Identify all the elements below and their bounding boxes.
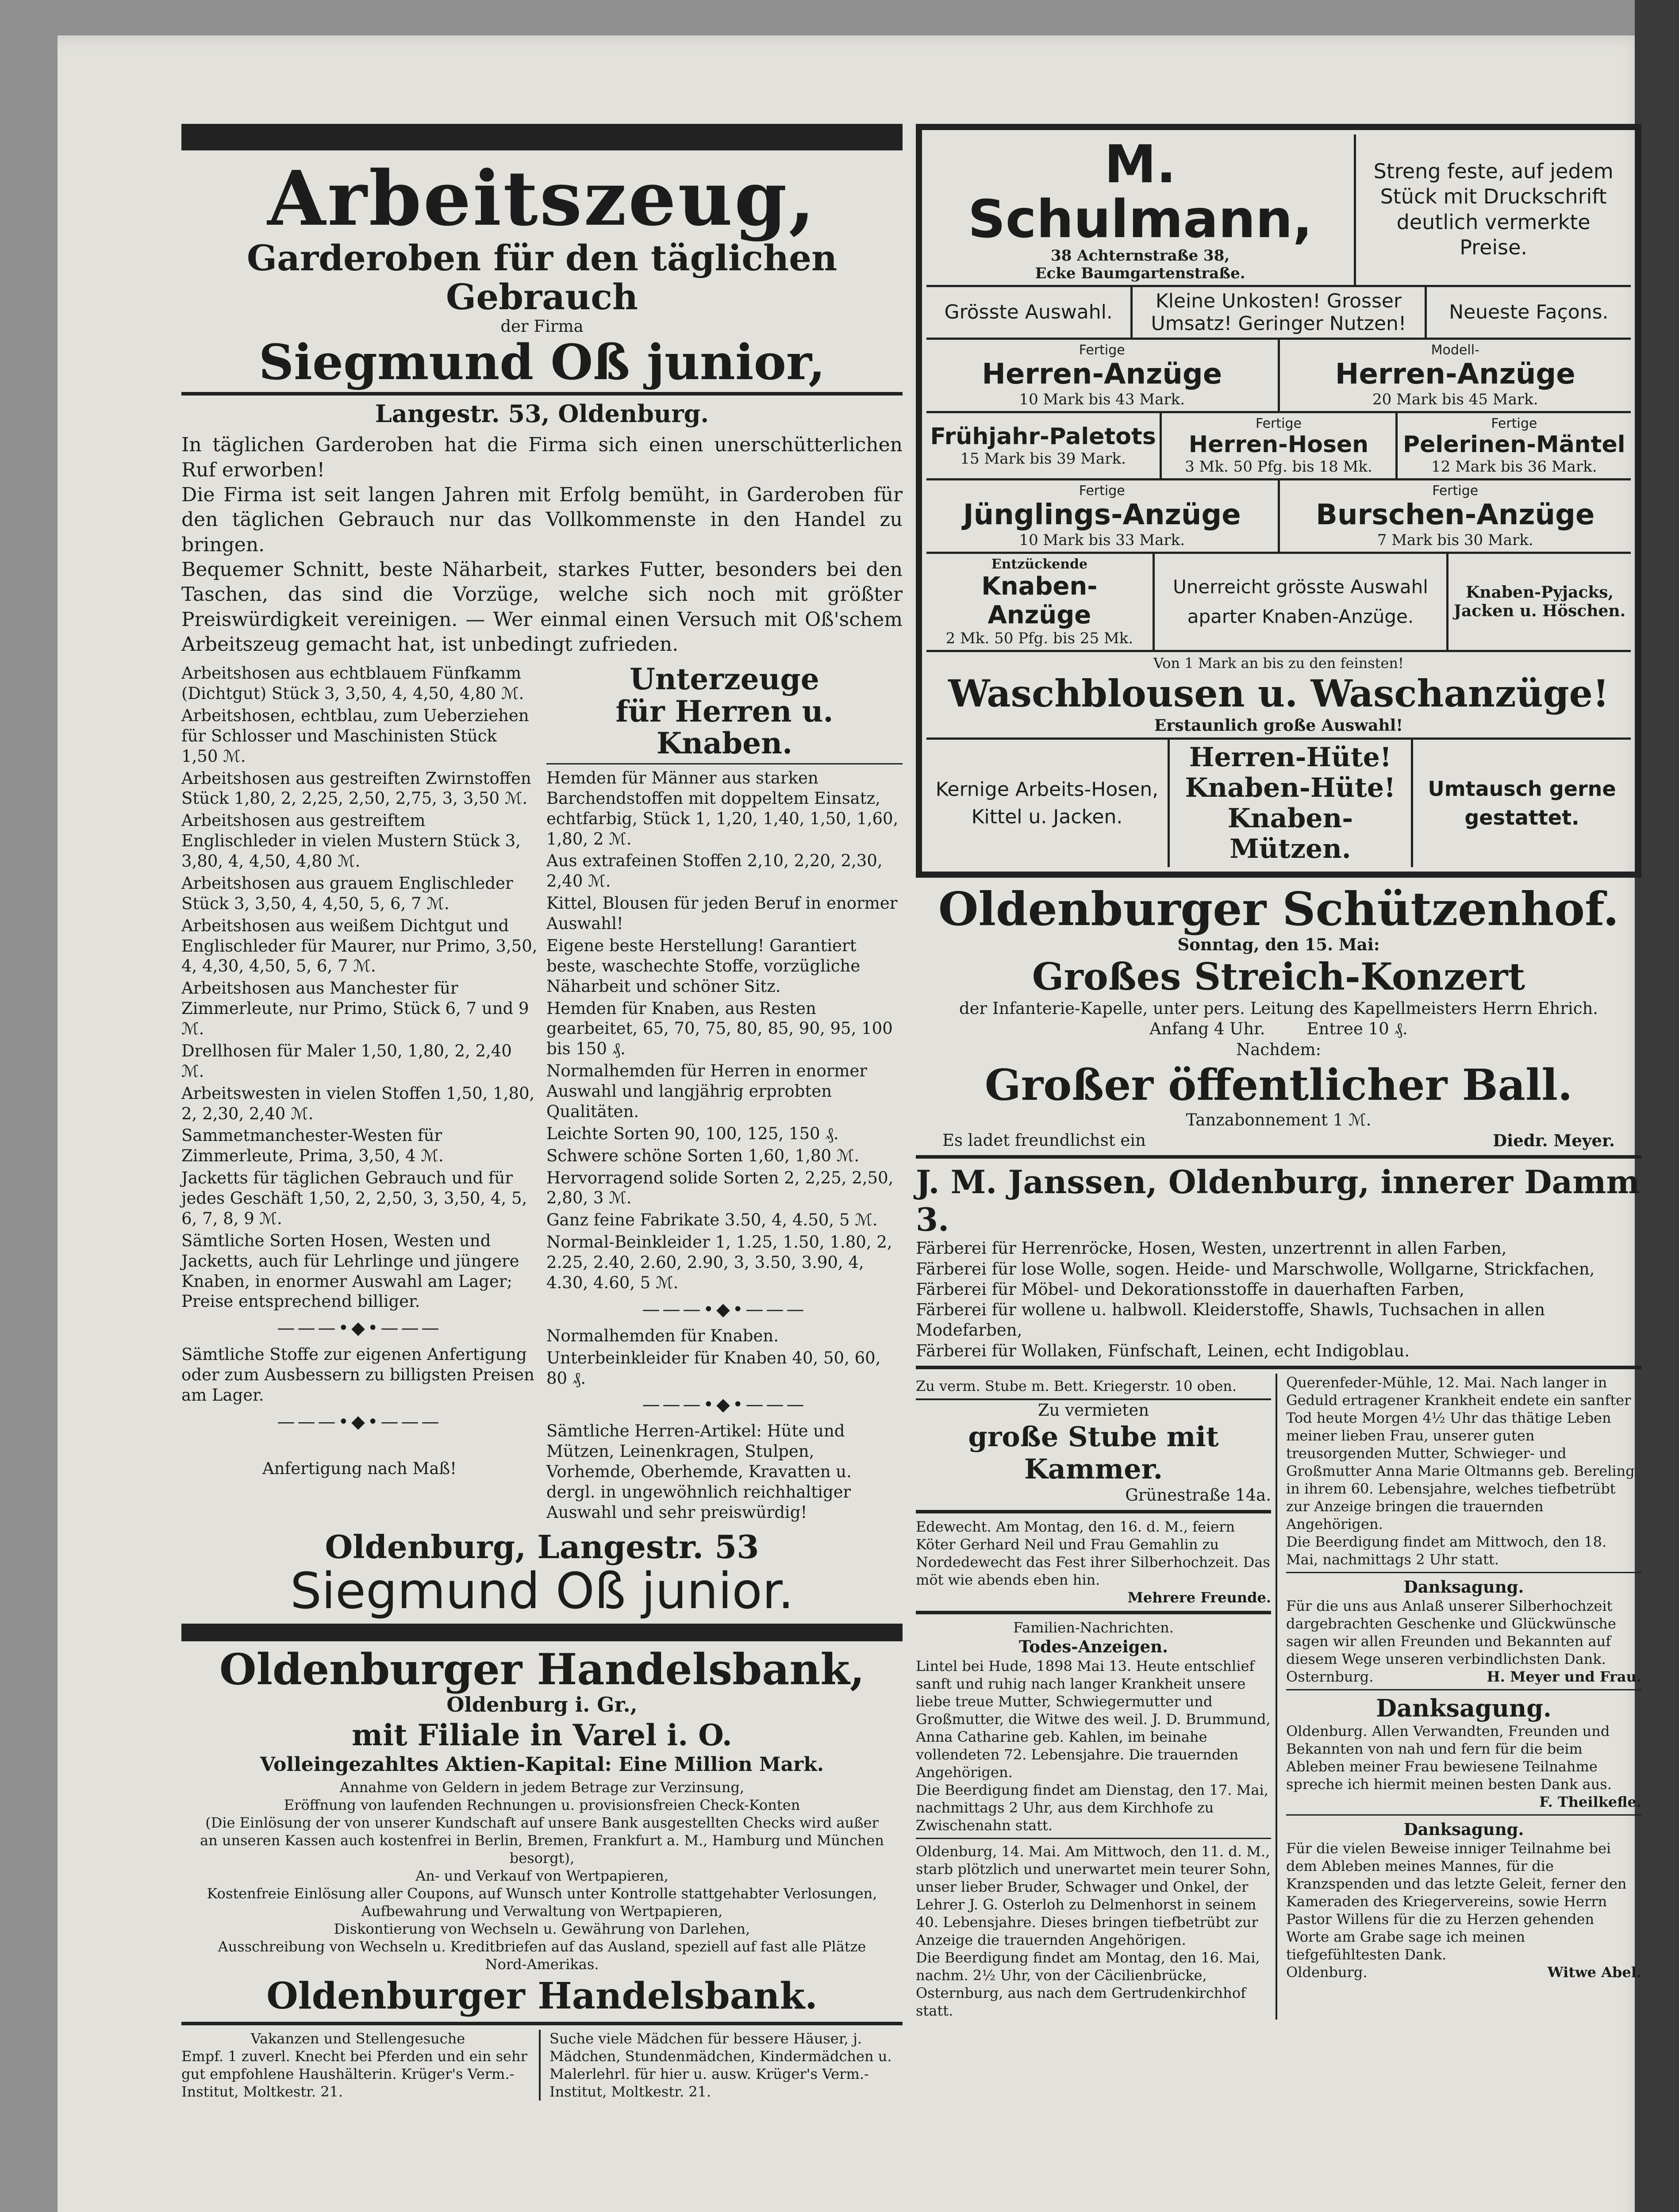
cell-caption: Fertige: [1255, 415, 1302, 431]
stoffe-note: Sämtliche Stoffe zur eigenen Anfertigung oder zum Ausbessern zu billigsten Preisen am Lager.: [181, 1345, 534, 1405]
small-ads-right: [1286, 1374, 1641, 2020]
list-item: Arbeitswesten in vielen Stoffen 1,50, 1,80, 2, 2,30, 2,40 ℳ.: [181, 1083, 535, 1123]
cell-price: 15 Mark bis 39 Mark.: [960, 450, 1126, 468]
schulmann-cell: [1398, 413, 1631, 478]
bank-service: Eröffnung von laufenden Rechnungen u. provisionsfreien Check-Konten: [284, 1796, 800, 1813]
janssen-title: J. M. Janssen, Oldenburg, innerer Damm 3.: [916, 1163, 1640, 1239]
schulmann-cell: [926, 740, 1170, 867]
cell-name: Pelerinen-Mäntel: [1403, 431, 1625, 458]
schulmann-cell: [1413, 740, 1631, 867]
intro-p3: Bequemer Schnitt, beste Näharbeit, starkes Futter, besonders bei den Taschen, das sind die Vorzüge, welche sich noch mit größter Preiswürdigkeit vereinigen. — Wer einmal einen Versuch mit Oß'schem Arbeitszeug gemacht hat, ist unbedingt zufrieden.: [181, 558, 903, 656]
bank-kapital: Volleingezahltes Aktien-Kapital: Eine Million Mark.: [260, 1753, 824, 1776]
cell-name: Jünglings-Anzüge: [963, 498, 1241, 531]
janssen-line: Färberei für wollene u. halbwoll. Kleiderstoffe, Shawls, Tuchsachen in allen Modefarben,: [916, 1300, 1545, 1340]
schulmann-cell: [1427, 287, 1631, 338]
footer-firm: Siegmund Oß junior.: [290, 1562, 794, 1620]
schuetzenhof-tanz: Tanzabonnement 1 ℳ.: [1186, 1110, 1372, 1129]
schulmann-cell: [926, 554, 1155, 650]
janssen-line: Färberei für Herrenröcke, Hosen, Westen, unzertrennt in allen Farben,: [916, 1239, 1507, 1258]
schuetzenhof-nachdem: Nachdem:: [1236, 1040, 1322, 1059]
divider: [916, 1155, 1641, 1159]
cell-text: Grösste Auswahl.: [944, 301, 1113, 324]
intro-p1: In täglichen Garderoben hat die Firma sich einen unerschütterlichen Ruf erworben!: [181, 434, 903, 481]
cell-text: Unerreicht grösste Auswahl aparter Knaben-Anzüge.: [1173, 576, 1428, 628]
list-item: Jacketts für täglichen Gebrauch und für jedes Geschäft 1,50, 2, 2,50, 3, 3,50, 4, 5, 6, 7, 8, 9 ℳ.: [181, 1168, 527, 1228]
divider: [1286, 1689, 1641, 1690]
schulmann-wasch-row: [926, 652, 1631, 740]
cell-name: Herren-Anzüge: [982, 357, 1222, 391]
dank2-title: Danksagung.: [1376, 1694, 1552, 1723]
dank1-sign-row: [1286, 1668, 1641, 1686]
list-item: Arbeitshosen aus gestreiften Zwirnstoffen Stück 1,80, 2, 2,25, 2,50, 2,75, 3, 3,50 ℳ.: [181, 768, 531, 808]
schulmann-cell: [1280, 480, 1631, 552]
janssen-line: Färberei für Wollaken, Fünfschaft, Leinen, echt Indigoblau.: [916, 1341, 1410, 1360]
janssen-line: Färberei für Möbel- und Dekorationsstoffe in dauerhaften Farben,: [916, 1279, 1465, 1299]
schulmann-cell: [926, 340, 1280, 411]
cell-text: Kleine Unkosten! Grosser Umsatz! Geringer Nutzen!: [1151, 289, 1406, 335]
schulmann-name: M. Schulmann,: [968, 134, 1313, 250]
der-firma: der Firma: [500, 316, 584, 336]
querenfeder: Querenfeder-Mühle, 12. Mai. Nach langer in Geduld ertragener Krankheit endete ein sanfter Tod heute Morgen 4½ Uhr das thätige Leben meiner lieben Frau, unserer guten treusorgenden Mutter, Schwieger- und Großmutter Anna Marie Oltmanns geb. Bereling in ihrem 60. Lebensjahre, welches tiefbetrübt zur Anzeige bringen die trauernden Angehörigen.: [1286, 1374, 1635, 1532]
wasch-caption: Von 1 Mark an bis zu den feinsten!: [1153, 654, 1404, 672]
cell-name: Knaben-Anzüge: [981, 572, 1098, 630]
dank3-place: Oldenburg.: [1286, 1964, 1368, 1981]
cell-text: Knaben-Pyjacks, Jacken u. Höschen.: [1454, 583, 1626, 621]
items-left-list: [181, 663, 538, 1525]
schuetzenhof-ball: Großer öffentlicher Ball.: [984, 1060, 1573, 1110]
bank-service: Annahme von Geldern in jedem Betrage zur Verzinsung,: [339, 1778, 745, 1796]
schulmann-cell: [1133, 287, 1426, 338]
cell-price: 7 Mark bis 30 Mark.: [1377, 531, 1533, 549]
list-item: Arbeitshosen aus Manchester für Zimmerleute, nur Primo, Stück 6, 7 und 9 ℳ.: [181, 979, 529, 1039]
schulmann-cell: [926, 652, 1631, 737]
right-column: [916, 124, 1641, 2020]
schulmann-row2: [926, 340, 1631, 413]
divider: [916, 1510, 1271, 1513]
cell-caption: Entzückende: [991, 556, 1088, 572]
cell-price: 10 Mark bis 33 Mark.: [1019, 531, 1185, 549]
schulmann-slogan: Streng feste, auf jedem Stück mit Druckschrift deutlich vermerkte Preise.: [1373, 159, 1614, 260]
firm-address: Langestr. 53, Oldenburg.: [375, 399, 709, 428]
cell-caption: Fertige: [1079, 342, 1125, 358]
anfertigung-note: Anfertigung nach Maß!: [262, 1459, 457, 1478]
unterbein-knaben: Unterbeinkleider für Knaben 40, 50, 60, 80 ₰.: [546, 1348, 881, 1388]
schuetzenhof-entree: Entree 10 ₰.: [1306, 1019, 1408, 1039]
stube-top: Zu verm. Stube m. Bett. Kriegerstr. 10 oben.: [916, 1374, 1271, 1400]
schulmann-cell: [926, 480, 1280, 552]
cell-price: 2 Mk. 50 Pfg. bis 25 Mk.: [945, 629, 1133, 647]
bank-filiale: mit Filiale in Varel i. O.: [352, 1717, 732, 1752]
schulmann-ad: [916, 124, 1641, 878]
ornament-divider: ———•◆•———: [642, 1394, 807, 1415]
bank-footer: Oldenburger Handelsbank.: [266, 1974, 818, 2017]
dank1-place: Osternburg.: [1286, 1668, 1374, 1686]
wasch-subtitle: Erstaunlich große Auswahl!: [1154, 716, 1403, 735]
cell-name: Herren-Hosen: [1188, 431, 1369, 458]
dank2: Oldenburg. Allen Verwandten, Freunden und Bekannten von nah und fern für die beim Ableben meiner Frau bewiesene Teilnahme spreche ich hiermit meinen besten Dank aus.: [1286, 1723, 1612, 1793]
dank2-sign: F. Theilkefle.: [1539, 1793, 1641, 1811]
schulmann-row6: [926, 740, 1631, 867]
schulmann-row5: [926, 554, 1631, 652]
cell-caption: Fertige: [1491, 415, 1537, 431]
bank-service: Diskontierung von Wechseln u. Gewährung von Darlehen,: [334, 1920, 750, 1937]
cell-text: Kernige Arbeits-Hosen, Kittel u. Jacken.: [935, 778, 1159, 828]
dank3-title: Danksagung.: [1403, 1820, 1524, 1839]
bank-city: Oldenburg i. Gr.,: [446, 1693, 638, 1717]
list-item: Sämtliche Sorten Hosen, Westen und Jacketts, auch für Lehrlinge und jüngere Knaben, in enormer Auswahl am Lager; Preise entsprechend billiger.: [181, 1231, 519, 1311]
list-item: Sammetmanchester-Westen für Zimmerleute, Prima, 3,50, 4 ℳ.: [181, 1126, 444, 1166]
stube-rent: Zu vermieten: [1037, 1400, 1149, 1420]
divider: [546, 763, 903, 764]
list-item: Hemden für Knaben, aus Resten gearbeitet, 65, 70, 75, 80, 85, 90, 95, 100 bis 150 ₰.: [546, 998, 893, 1059]
arbeitszeug-subtitle: Garderoben für den täglichen Gebrauch: [246, 237, 838, 318]
herren-artikel: Sämtliche Herren-Artikel: Hüte und Mützen, Leinenkragen, Stulpen, Vorhemde, Oberhemde, Kravatten u. dergl. in ungewöhnlich reichhaltiger Auswahl und sehr preiswürdig!: [546, 1421, 852, 1522]
cell-name: Burschen-Anzüge: [1316, 498, 1595, 531]
list-item: Arbeitshosen aus echtblauem Fünfkamm (Dichtgut) Stück 3, 3,50, 4, 4,50, 4,80 ℳ.: [181, 664, 524, 703]
bank-title: Oldenburger Handelsbank,: [219, 1644, 865, 1695]
bank-services: [181, 1777, 903, 1975]
todes-title: Todes-Anzeigen.: [1019, 1637, 1168, 1657]
schulmann-addr2: Ecke Baumgartenstraße.: [1035, 264, 1245, 282]
cell-price: 3 Mk. 50 Pfg. bis 18 Mk.: [1185, 457, 1372, 476]
list-item: Schwere schöne Sorten 1,60, 1,80 ℳ.: [546, 1146, 860, 1165]
dank3: Für die vielen Beweise inniger Teilnahme bei dem Ableben meines Mannes, für die Kranzspenden und das letzte Geleit, ferner den Kameraden des Kriegervereins, sowie Herrn Pastor Willens für die zu Herzen gehenden Worte am Grabe sage ich meinen tiefgefühltesten Dank.: [1286, 1840, 1627, 1963]
todes2: Oldenburg, 14. Mai. Am Mittwoch, den 11. d. M., starb plötzlich und unerwartet mein teurer Sohn, unser lieber Bruder, Schwager und Onkel, der Lehrer J. G. Osterloh zu Delmenhorst in seinem 40. Lebensjahre. Dieses bringen tiefbetrübt zur Anzeige die trauernden Angehörigen.: [916, 1843, 1271, 1948]
firm-name: Siegmund Oß junior,: [258, 333, 826, 391]
unterzeuge-subtitle: für Herren u. Knaben.: [615, 694, 834, 761]
cell-text: Herren-Hüte! Knaben-Hüte! Knaben-Mützen.: [1185, 741, 1396, 864]
divider: [181, 392, 903, 396]
intro-text: [181, 433, 903, 657]
schuetzenhof-times: [916, 1019, 1641, 1039]
vakanzen-left-text: Empf. 1 zuverl. Knecht bei Pferden und ein sehr gut empfohlene Haushälterin. Krüger's Verm.-Institut, Moltkestr. 21.: [181, 2047, 527, 2100]
bank-service: An- und Verkauf von Wertpapieren,: [415, 1867, 669, 1884]
items-right-list: [546, 663, 903, 1525]
schulmann-cell: [1448, 554, 1631, 650]
wasch-title: Waschblousen u. Waschanzüge!: [948, 671, 1609, 715]
list-item: Kittel, Blousen für jeden Beruf in enormer Auswahl!: [546, 894, 898, 933]
schulmann-addr1: 38 Achternstraße 38,: [1051, 246, 1230, 265]
schulmann-row3: [926, 413, 1631, 480]
list-item: Arbeitshosen aus grauem Englischleder Stück 3, 3,50, 4, 4,50, 5, 6, 7 ℳ.: [181, 873, 513, 913]
divider: [1286, 1572, 1641, 1573]
janssen-lines: [916, 1238, 1641, 1361]
cell-price: 20 Mark bis 45 Mark.: [1372, 390, 1538, 408]
list-item: Arbeitshosen, echtblau, zum Ueberziehen für Schlosser und Maschinisten Stück 1,50 ℳ.: [181, 706, 529, 766]
divider: [916, 1611, 1271, 1614]
dank3-sign-row: [1286, 1963, 1641, 1981]
todes2-burial: Die Beerdigung findet am Montag, den 16. Mai, nachm. 2½ Uhr, von der Cäcilienbrücke, Osternburg, aus nach dem Gertrudenkirchhof statt.: [916, 1949, 1260, 2019]
stube-big: große Stube mit Kammer.: [968, 1421, 1219, 1486]
stube-addr: Grünestraße 14a.: [1125, 1486, 1271, 1505]
list-item: Normal-Beinkleider 1, 1.25, 1.50, 1.80, 2, 2.25, 2.40, 2.60, 2.90, 3, 3.50, 3.90, 4, 4.30, 4.60, 5 ℳ.: [546, 1233, 892, 1292]
janssen-line: Färberei für lose Wolle, sogen. Heide- und Marschwolle, Wollgarne, Strickfachen,: [916, 1259, 1595, 1279]
schulmann-slogan-cell: [1356, 134, 1631, 285]
product-lists: [181, 663, 903, 1525]
schuetzenhof-title: Oldenburger Schützenhof.: [938, 881, 1619, 936]
schuetzenhof-kapelle: der Infanterie-Kapelle, unter pers. Leitung des Kapellmeisters Herrn Ehrich.: [959, 999, 1598, 1018]
schulmann-cell: [1170, 740, 1413, 867]
schulmann-cell: [1155, 554, 1448, 650]
list-item: Normalhemden für Herren in enormer Auswahl und langjährig erprobten Qualitäten.: [546, 1061, 868, 1121]
bank-service: (Die Einlösung der von unserer Kundschaft auf unsere Bank ausgestellten Checks wird außer an unseren Kassen auch kostenfrei in Berlin, Bremen, Frankfurt a. M., Hamburg und München besorgt),: [200, 1814, 884, 1866]
schulmann-header: [926, 134, 1631, 287]
ornament-divider: ———•◆•———: [277, 1411, 442, 1432]
dank1-sign: H. Meyer und Frau.: [1487, 1668, 1641, 1686]
schuetzenhof-ladet: Es ladet freundlichst ein: [942, 1131, 1146, 1150]
book-spine: [1635, 0, 1679, 2212]
small-ads-left: [916, 1374, 1277, 2020]
schulmann-cell: [926, 287, 1133, 338]
bank-service: Kostenfreie Einlösung aller Coupons, auf Wunsch unter Kontrolle stattgehabter Verlosungen,: [207, 1885, 877, 1902]
schuetzenhof-date: Sonntag, den 15. Mai:: [1177, 934, 1380, 954]
arbeitszeug-title: Arbeitszeug,: [267, 154, 817, 243]
cell-text: Neueste Façons.: [1449, 301, 1609, 324]
bank-top-bar: [181, 1624, 903, 1641]
schuetzenhof-wirt: Diedr. Meyer.: [1493, 1131, 1615, 1151]
list-item: Hervorragend solide Sorten 2, 2,25, 2,50, 2,80, 3 ℳ.: [546, 1168, 894, 1208]
cell-text: Umtausch gerne gestattet.: [1428, 777, 1616, 830]
cell-price: 12 Mark bis 36 Mark.: [1431, 457, 1597, 476]
vakanzen-title: Vakanzen und Stellengesuche: [250, 2030, 465, 2047]
bank-service: Ausschreibung von Wechseln u. Kreditbriefen auf das Ausland, speziell auf fast alle Plätze Nord-Amerikas.: [218, 1938, 866, 1973]
cell-caption: Fertige: [1079, 483, 1125, 499]
cell-price: 10 Mark bis 43 Mark.: [1019, 390, 1185, 408]
cell-name: Herren-Anzüge: [1335, 357, 1575, 391]
list-item: Aus extrafeinen Stoffen 2,10, 2,20, 2,30, 2,40 ℳ.: [546, 851, 883, 891]
divider: [916, 1366, 1641, 1369]
cell-name: Frühjahr-Paletots: [930, 423, 1156, 450]
list-item: Eigene beste Herstellung! Garantiert beste, waschechte Stoffe, vorzügliche Näharbeit und schöner Sitz.: [546, 936, 861, 996]
divider: [1286, 1814, 1641, 1816]
vakanzen-left: [181, 2030, 541, 2101]
schulmann-cell: [1162, 413, 1397, 478]
normal-knaben: Normalhemden für Knaben.: [546, 1326, 779, 1345]
cell-caption: Fertige: [1432, 483, 1479, 499]
list-item: Ganz feine Fabrikate 3.50, 4, 4.50, 5 ℳ.: [546, 1210, 878, 1230]
schuetzenhof-anfang: Anfang 4 Uhr.: [1149, 1019, 1265, 1039]
schulmann-row4: [926, 480, 1631, 554]
dank1: Für die uns aus Anlaß unserer Silberhochzeit dargebrachten Geschenke und Glückwünsche sagen wir allen Freunden und Bekannten auf diesem Wege unseren verbindlichsten Dank.: [1286, 1598, 1616, 1668]
querenfeder-burial: Die Beerdigung findet am Mittwoch, den 18. Mai, nachmittags 2 Uhr statt.: [1286, 1533, 1607, 1568]
edewecht-text: Edewecht. Am Montag, den 16. d. M., feiern Köter Gerhard Neil und Frau Gemahlin zu Nordedewecht das Fest ihrer Silberhochzeit. Das möt wie abends eben hin.: [916, 1518, 1270, 1589]
schuetzenhof-ladet-row: [916, 1130, 1641, 1151]
edewecht-sign: Mehrere Freunde.: [1127, 1589, 1271, 1606]
divider: [916, 1838, 1271, 1839]
cell-caption: Modell-: [1431, 342, 1479, 358]
familien-title: Familien-Nachrichten.: [1013, 1619, 1174, 1636]
schulmann-name-cell: [926, 134, 1356, 285]
divider: [181, 2022, 903, 2025]
footer-address: Oldenburg, Langestr. 53: [325, 1528, 759, 1566]
bank-service: Aufbewahrung und Verwaltung von Wertpapieren,: [361, 1902, 723, 1920]
ornament-divider: ———•◆•———: [277, 1318, 442, 1339]
list-item: Leichte Sorten 90, 100, 125, 150 ₰.: [546, 1124, 839, 1143]
list-item: Arbeitshosen aus weißem Dichtgut und Englischleder für Maurer, nur Primo, 3,50, 4, 4,30, 4,50, 5, 6, 7 ℳ.: [181, 916, 538, 976]
dank3-sign: Witwe Abel.: [1547, 1964, 1641, 1981]
small-ads: [916, 1374, 1641, 2020]
list-item: Arbeitshosen aus gestreiftem Englischleder in vielen Mustern Stück 3, 3,80, 4, 4,50, 4,80 ℳ.: [181, 811, 521, 871]
vakanzen: [181, 2030, 903, 2101]
schulmann-cell: [926, 413, 1162, 478]
schuetzenhof-konzert: Großes Streich-Konzert: [1032, 955, 1525, 999]
unterzeuge-title: Unterzeuge: [630, 662, 819, 697]
left-column: [181, 124, 903, 2101]
todes1: Lintel bei Hude, 1898 Mai 13. Heute entschlief sanft und ruhig nach langer Krankheit unsere liebe treue Mutter, Schwiegermutter und Großmutter, die Witwe des weil. J. D. Brummund, Anna Catharine geb. Kahlen, im beinahe vollendeten 72. Lebensjahre. Die trauernden Angehörigen.: [916, 1657, 1271, 1781]
top-bar-left: [181, 124, 903, 150]
todes1-burial: Die Beerdigung findet am Dienstag, den 17. Mai, nachmittags 2 Uhr, aus dem Kirchhofe zu Zwischenahn statt.: [916, 1781, 1268, 1834]
schulmann-row1: [926, 287, 1631, 340]
vakanzen-right-text: Suche viele Mädchen für bessere Häuser, j. Mädchen, Stundenmädchen, Kindermädchen u. Malerlehrl. für hier u. ausw. Krüger's Verm.-Institut, Moltkestr. 21.: [549, 2030, 892, 2100]
dank1-title: Danksagung.: [1403, 1577, 1524, 1597]
ornament-divider: ———•◆•———: [642, 1299, 807, 1320]
schulmann-cell: [1280, 340, 1631, 411]
list-item: Hemden für Männer aus starken Barchendstoffen mit doppeltem Einsatz, echtfarbig, Stück 1, 1,20, 1,40, 1,50, 1,60, 1,80, 2 ℳ.: [546, 768, 899, 849]
intro-p2: Die Firma ist seit langen Jahren mit Erfolg bemüht, in Garderoben für den täglichen Gebrauch nur das Vollkommenste in den Handel zu bringen.: [181, 483, 903, 556]
list-item: Drellhosen für Maler 1,50, 1,80, 2, 2,40 ℳ.: [181, 1041, 512, 1081]
